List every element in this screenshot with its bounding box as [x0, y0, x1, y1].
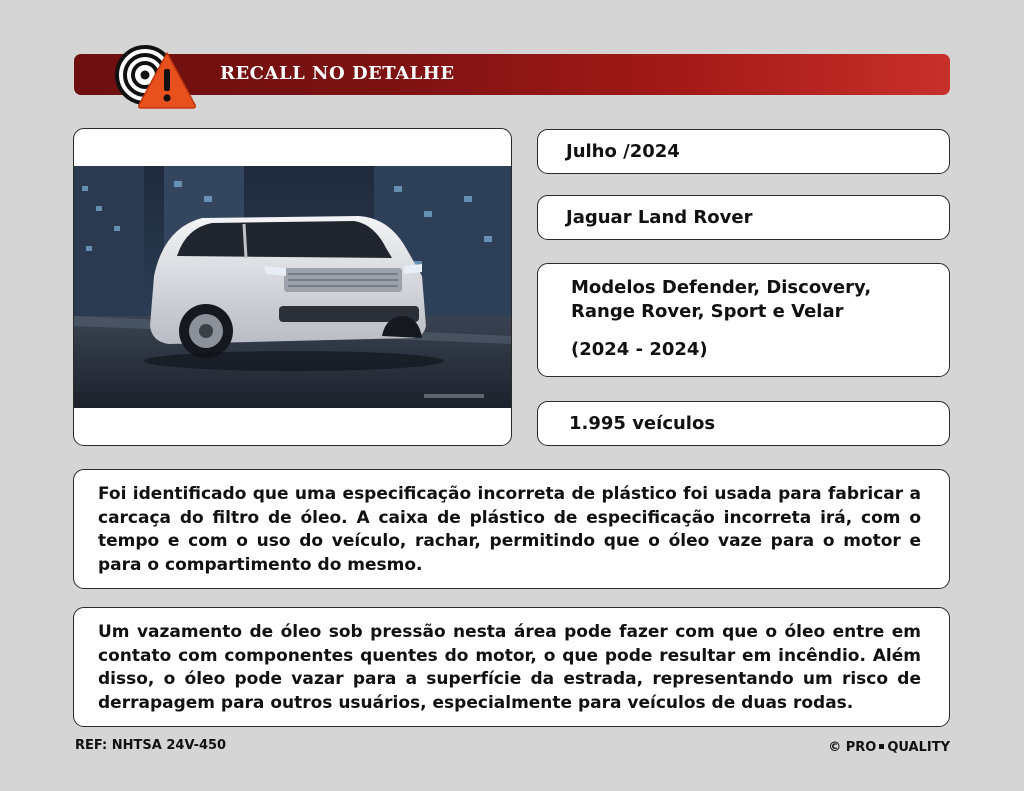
header-bar: [74, 54, 950, 95]
risk-card: [73, 607, 950, 727]
alert-target-icon: [115, 45, 199, 111]
manufacturer-card: [537, 195, 950, 240]
vehicle-photo-card: [73, 128, 512, 446]
vehicle-count: 1.995 veículos: [569, 413, 716, 434]
defect-description: Foi identificado que uma especificação incorreta de plástico foi usada para fabricar a carcaça do filtro de óleo. A caixa de plástico de especificação incorreta irá, com o tempo e com o uso do veículo, rachar, permitindo que o óleo vaze para o motor e para o compartimento do mesmo.: [98, 484, 921, 575]
risk-description: Um vazamento de óleo sob pressão nesta área pode fazer com que o óleo entre em contato com componentes quentes do motor, o que pode resultar em incêndio. Além disso, o óleo pode vazar para a superfície da estrada, representando um risco de derrapagem para outros usuários, especialmente para veículos de duas rodas.: [98, 622, 921, 713]
recall-date: Julho /2024: [566, 141, 680, 162]
model-years: (2024 - 2024): [571, 339, 708, 360]
vehicle-count-card: [537, 401, 950, 446]
copyright: [828, 740, 950, 755]
page-title: RECALL NO DETALHE: [220, 63, 455, 84]
description-card: [73, 469, 950, 589]
separator-dot: [879, 744, 884, 749]
vehicle-photo: [74, 166, 511, 408]
date-card: [537, 129, 950, 174]
models-list: Modelos Defender, Discovery, Range Rover, Sport e Velar: [571, 277, 872, 322]
manufacturer-name: Jaguar Land Rover: [566, 207, 753, 228]
reference-code: REF: NHTSA 24V-450: [75, 738, 227, 753]
copyright-prefix: © PRO: [828, 740, 877, 755]
copyright-brand: QUALITY: [887, 740, 950, 755]
models-card: [537, 263, 950, 377]
